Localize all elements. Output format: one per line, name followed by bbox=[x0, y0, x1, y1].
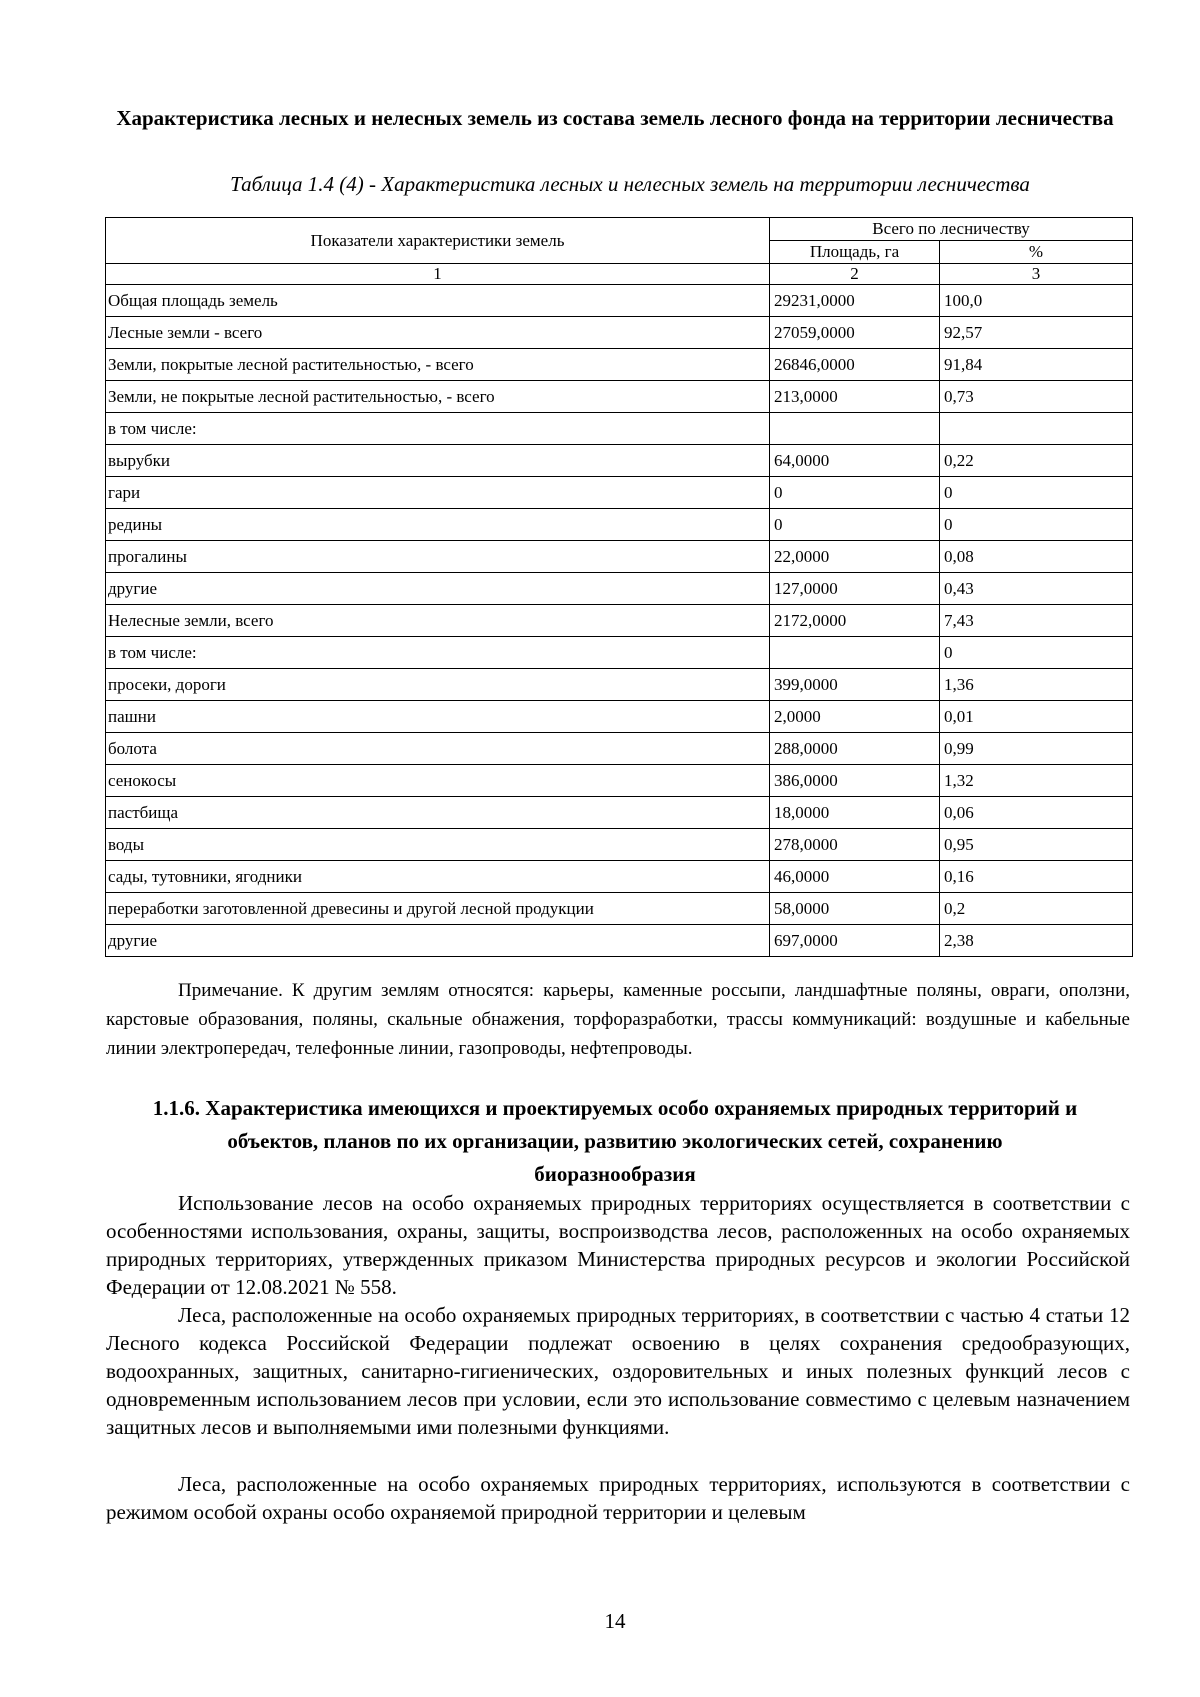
body-paragraph: Леса, расположенные на особо охраняемых природных территориях, в соответствии с частью 4 статьи 12 Лесного кодекса Российской Федерации подлежат освоению в целях сохранения средообразующих, водоохранных, защитных, санитарно-гигиенических, оздоровительных и иных полезных функций лесов с одновременным использованием лесов при условии, если это использование совместимо с целевым назначением защитных лесов и выполняемыми ими полезными функциями. bbox=[106, 1303, 1130, 1439]
row-percent-cell: 100,0 bbox=[940, 285, 1133, 317]
row-area-cell bbox=[770, 413, 940, 445]
row-percent-cell: 7,43 bbox=[940, 605, 1133, 637]
table-row bbox=[106, 509, 1133, 541]
table-row bbox=[106, 637, 1133, 669]
row-percent-cell: 0 bbox=[940, 509, 1133, 541]
table-row bbox=[106, 893, 1133, 925]
row-percent-cell: 0,2 bbox=[940, 893, 1133, 925]
row-name-cell: воды bbox=[106, 829, 770, 861]
row-percent-cell: 0 bbox=[940, 637, 1133, 669]
table-row bbox=[106, 861, 1133, 893]
row-area-cell bbox=[770, 637, 940, 669]
row-percent-cell bbox=[940, 413, 1133, 445]
table-row bbox=[106, 285, 1133, 317]
table-note: Примечание. К другим землям относятся: карьеры, каменные россыпи, ландшафтные поляны, овраги, оползни, карстовые образования, поляны, скальные обнажения, торфоразработки, трассы коммуникаций: воздушные и кабельные линии электропередач, телефонные линии, газопроводы, нефтепроводы. bbox=[106, 980, 1130, 1059]
row-area-cell: 27059,0000 bbox=[770, 317, 940, 349]
table-row bbox=[106, 445, 1133, 477]
table-row bbox=[106, 765, 1133, 797]
row-area-cell: 386,0000 bbox=[770, 765, 940, 797]
row-percent-cell: 0,22 bbox=[940, 445, 1133, 477]
row-name-cell: в том числе: bbox=[106, 637, 770, 669]
table-row bbox=[106, 605, 1133, 637]
header-total-group: Всего по лесничеству bbox=[770, 218, 1133, 241]
row-percent-cell: 92,57 bbox=[940, 317, 1133, 349]
table-row bbox=[106, 317, 1133, 349]
row-name-cell: сенокосы bbox=[106, 765, 770, 797]
row-percent-cell: 1,32 bbox=[940, 765, 1133, 797]
row-percent-cell: 0,16 bbox=[940, 861, 1133, 893]
row-percent-cell: 1,36 bbox=[940, 669, 1133, 701]
column-number: 2 bbox=[770, 264, 940, 285]
row-name-cell: сады, тутовники, ягодники bbox=[106, 861, 770, 893]
table-row bbox=[106, 701, 1133, 733]
row-area-cell: 29231,0000 bbox=[770, 285, 940, 317]
row-name-cell: в том числе: bbox=[106, 413, 770, 445]
row-name-cell: прогалины bbox=[106, 541, 770, 573]
body-paragraph: Использование лесов на особо охраняемых природных территориях осуществляется в соответствии с особенностями использования, охраны, защиты, воспроизводства лесов, расположенных на особо охраняемых природных территориях, утвержденных приказом Министерства природных ресурсов и экологии Российской Федерации от 12.08.2021 № 558. bbox=[106, 1191, 1130, 1299]
row-area-cell: 399,0000 bbox=[770, 669, 940, 701]
table-row bbox=[106, 413, 1133, 445]
table-row bbox=[106, 573, 1133, 605]
row-name-cell: пашни bbox=[106, 701, 770, 733]
row-name-cell: Нелесные земли, всего bbox=[106, 605, 770, 637]
row-name-cell: переработки заготовленной древесины и другой лесной продукции bbox=[106, 893, 770, 925]
row-area-cell: 213,0000 bbox=[770, 381, 940, 413]
row-area-cell: 64,0000 bbox=[770, 445, 940, 477]
row-name-cell: Земли, не покрытые лесной растительностью, - всего bbox=[106, 381, 770, 413]
table-row bbox=[106, 797, 1133, 829]
row-area-cell: 0 bbox=[770, 509, 940, 541]
row-name-cell: вырубки bbox=[106, 445, 770, 477]
land-characteristics-table bbox=[105, 217, 1133, 957]
row-percent-cell: 0,08 bbox=[940, 541, 1133, 573]
column-number: 3 bbox=[940, 264, 1133, 285]
section-heading: 1.1.6. Характеристика имеющихся и проектируемых особо охраняемых природных территорий и объектов, планов по их организации, развитию экологических сетей, сохранению биоразнообразия bbox=[152, 1096, 1078, 1186]
row-percent-cell: 0,99 bbox=[940, 733, 1133, 765]
row-area-cell: 697,0000 bbox=[770, 925, 940, 957]
header-area: Площадь, га bbox=[770, 241, 940, 264]
row-area-cell: 0 bbox=[770, 477, 940, 509]
row-area-cell: 288,0000 bbox=[770, 733, 940, 765]
table-caption: Таблица 1.4 (4) - Характеристика лесных и нелесных земель на территории лесничества bbox=[230, 172, 1030, 196]
row-name-cell: другие bbox=[106, 925, 770, 957]
row-area-cell: 2172,0000 bbox=[770, 605, 940, 637]
row-name-cell: гари bbox=[106, 477, 770, 509]
table-body bbox=[106, 285, 1133, 957]
table-row bbox=[106, 349, 1133, 381]
row-percent-cell: 0 bbox=[940, 477, 1133, 509]
row-name-cell: Лесные земли - всего bbox=[106, 317, 770, 349]
table-row bbox=[106, 669, 1133, 701]
row-name-cell: просеки, дороги bbox=[106, 669, 770, 701]
row-area-cell: 2,0000 bbox=[770, 701, 940, 733]
row-area-cell: 127,0000 bbox=[770, 573, 940, 605]
table-row bbox=[106, 925, 1133, 957]
table-row bbox=[106, 381, 1133, 413]
row-name-cell: Общая площадь земель bbox=[106, 285, 770, 317]
row-percent-cell: 0,01 bbox=[940, 701, 1133, 733]
row-area-cell: 58,0000 bbox=[770, 893, 940, 925]
header-indicator: Показатели характеристики земель bbox=[106, 218, 770, 264]
row-area-cell: 278,0000 bbox=[770, 829, 940, 861]
row-percent-cell: 0,73 bbox=[940, 381, 1133, 413]
document-title: Характеристика лесных и нелесных земель из состава земель лесного фонда на территории лесничества bbox=[116, 106, 1114, 130]
table-row bbox=[106, 829, 1133, 861]
table-row bbox=[106, 477, 1133, 509]
row-area-cell: 18,0000 bbox=[770, 797, 940, 829]
body-paragraph: Леса, расположенные на особо охраняемых природных территориях, используются в соответствии с режимом особой охраны особо охраняемой природной территории и целевым bbox=[106, 1472, 1130, 1524]
row-percent-cell: 0,95 bbox=[940, 829, 1133, 861]
row-name-cell: пастбища bbox=[106, 797, 770, 829]
table-row bbox=[106, 733, 1133, 765]
row-percent-cell: 0,06 bbox=[940, 797, 1133, 829]
row-name-cell: Земли, покрытые лесной растительностью, - всего bbox=[106, 349, 770, 381]
row-percent-cell: 91,84 bbox=[940, 349, 1133, 381]
row-area-cell: 22,0000 bbox=[770, 541, 940, 573]
row-percent-cell: 2,38 bbox=[940, 925, 1133, 957]
column-number: 1 bbox=[106, 264, 770, 285]
row-area-cell: 46,0000 bbox=[770, 861, 940, 893]
row-name-cell: другие bbox=[106, 573, 770, 605]
header-percent: % bbox=[940, 241, 1133, 264]
row-name-cell: болота bbox=[106, 733, 770, 765]
row-percent-cell: 0,43 bbox=[940, 573, 1133, 605]
page-number: 14 bbox=[604, 1609, 626, 1633]
table-row bbox=[106, 541, 1133, 573]
row-area-cell: 26846,0000 bbox=[770, 349, 940, 381]
row-name-cell: редины bbox=[106, 509, 770, 541]
